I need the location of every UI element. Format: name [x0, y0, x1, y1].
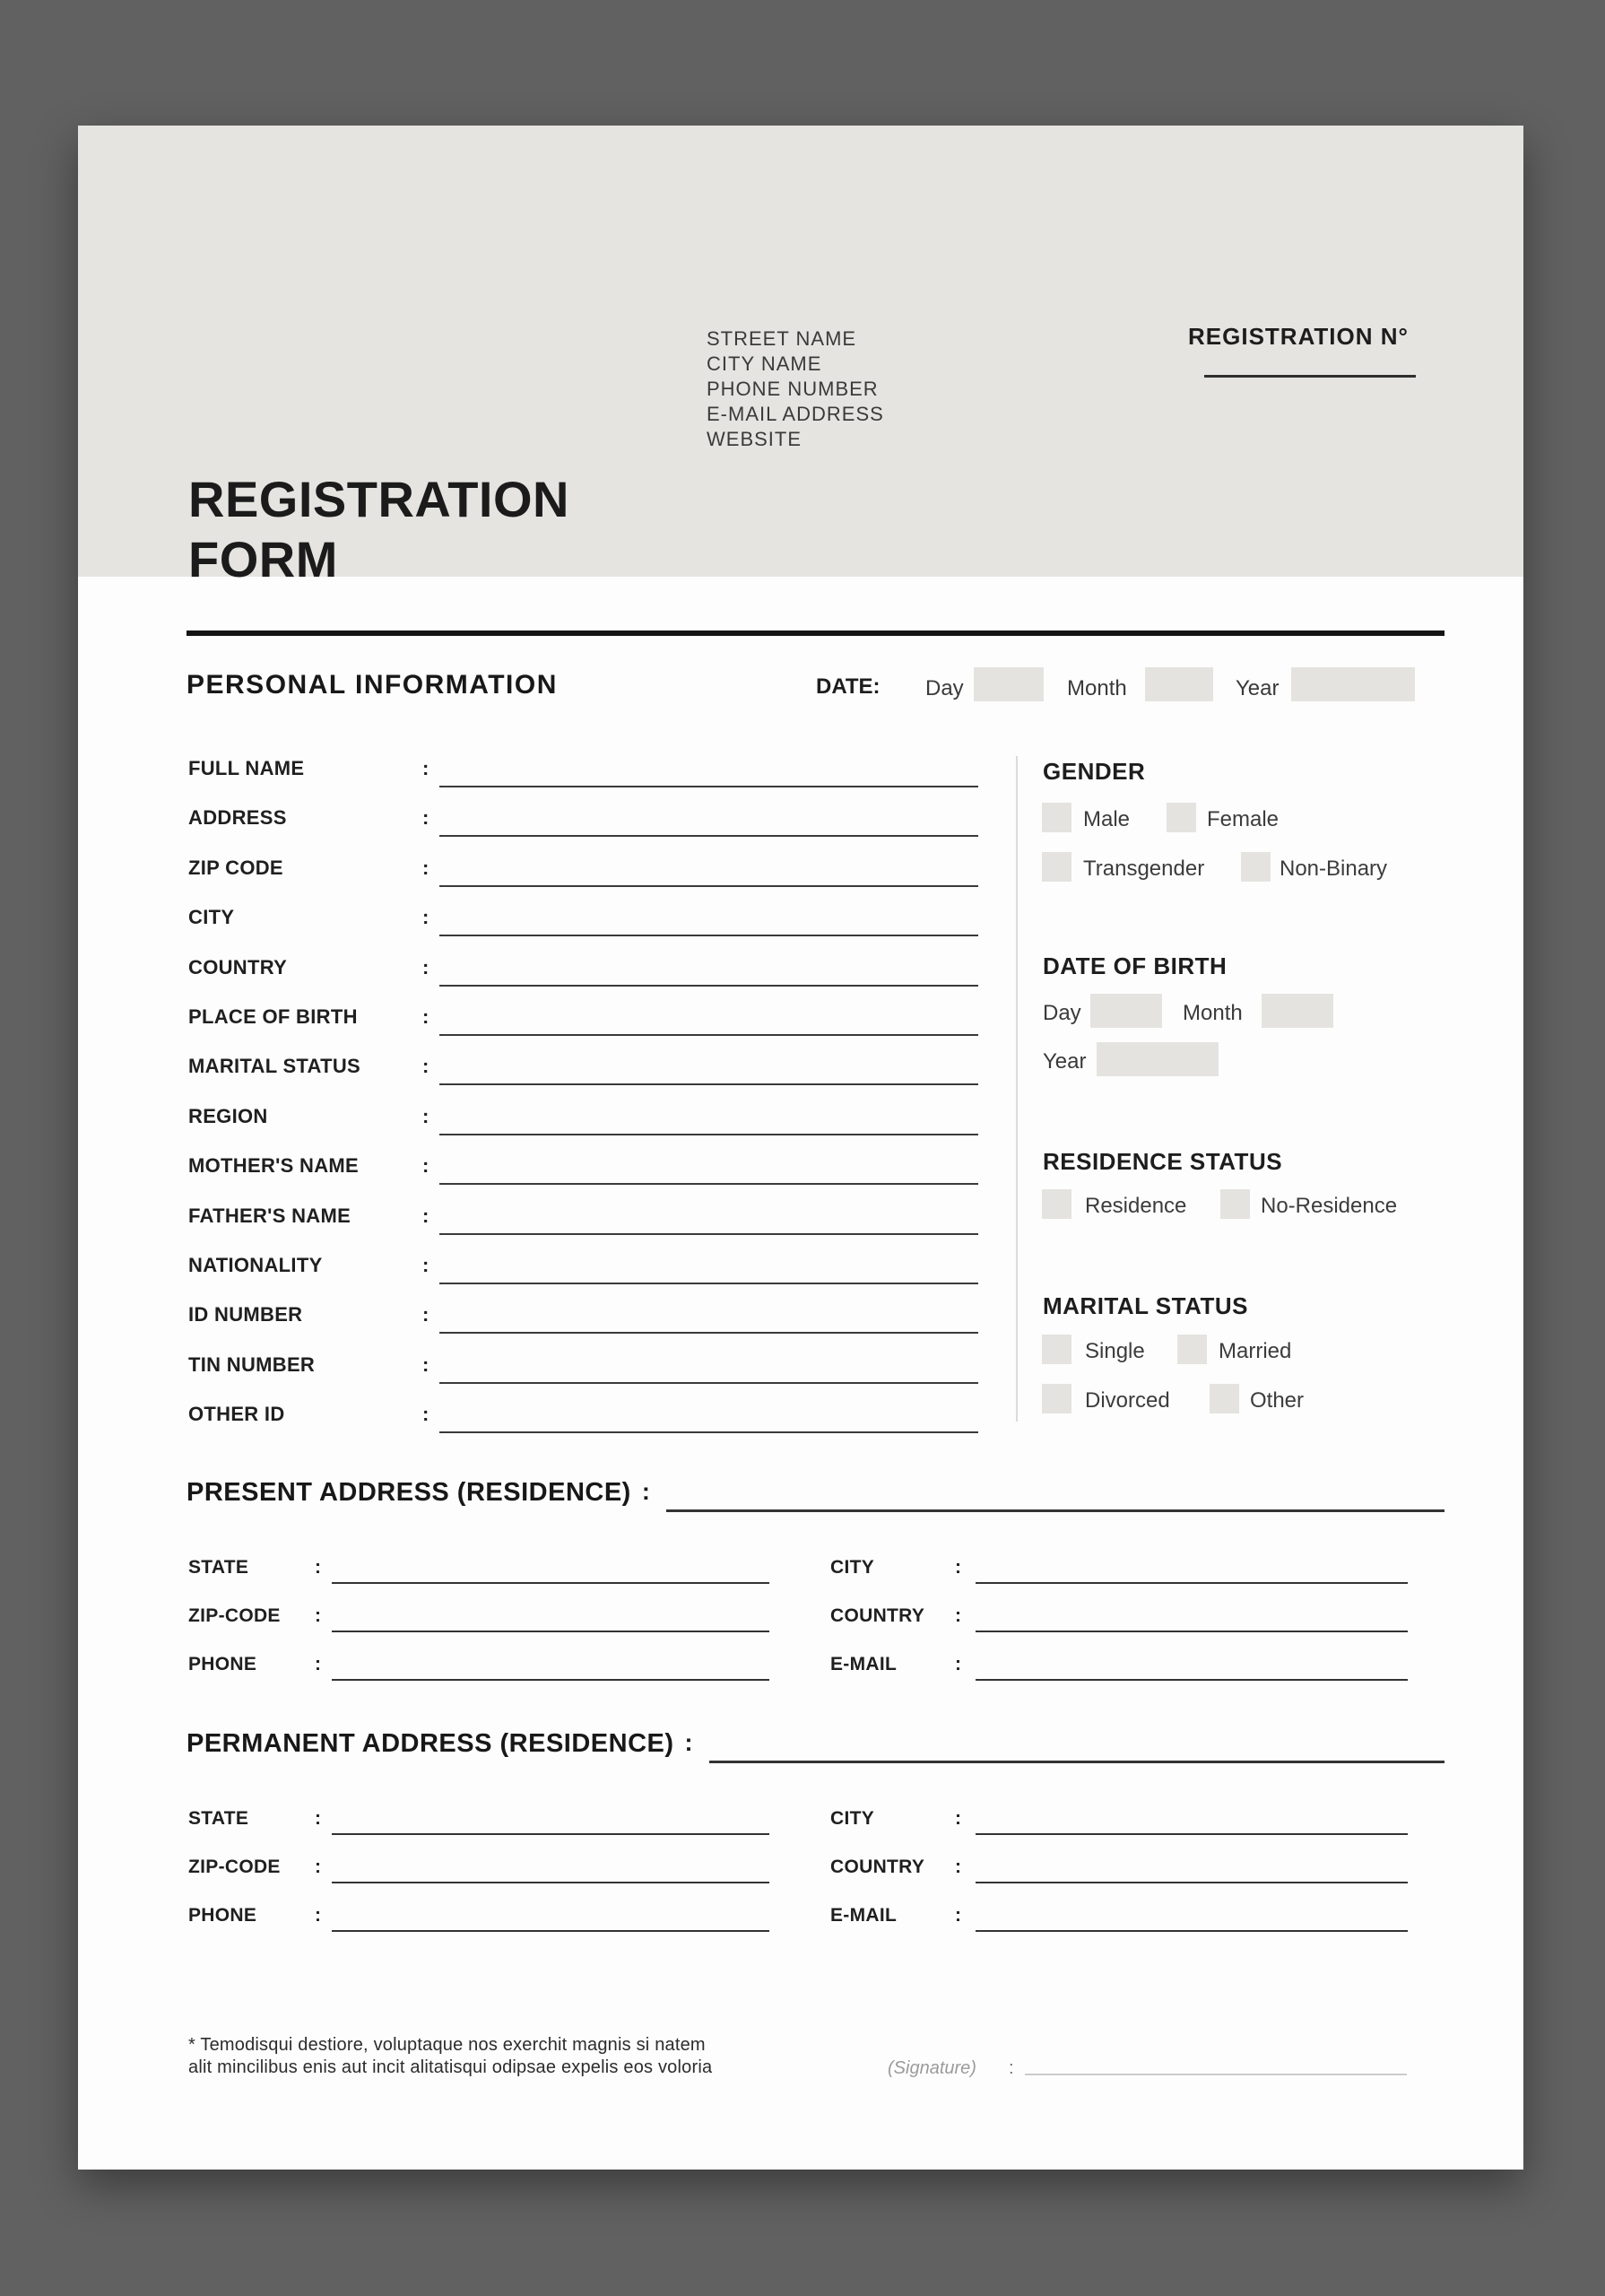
colon: :: [955, 1605, 961, 1626]
colon: :: [422, 956, 429, 978]
present-state-input-line[interactable]: [332, 1582, 769, 1584]
fathers-name-input-line[interactable]: [439, 1233, 978, 1235]
colon: :: [315, 1654, 321, 1674]
permanent-country-input-line[interactable]: [976, 1882, 1408, 1883]
other-label: Other: [1250, 1388, 1305, 1413]
city-label: CITY: [188, 906, 235, 928]
present-address-heading: PRESENT ADDRESS (RESIDENCE): [187, 1478, 631, 1507]
permanent-zip-code-label: ZIP-CODE: [188, 1857, 281, 1877]
colon: :: [422, 757, 429, 779]
single-label: Single: [1085, 1339, 1145, 1363]
signature-input-line[interactable]: [1025, 2074, 1407, 2075]
present-state-label: STATE: [188, 1557, 249, 1578]
colon: :: [955, 1905, 961, 1926]
colon: :: [315, 1557, 321, 1578]
field-row-country: [188, 951, 978, 987]
tin-number-label: TIN NUMBER: [188, 1353, 316, 1376]
region-input-line[interactable]: [439, 1134, 978, 1135]
permanent-zip-code-row: [188, 1849, 769, 1883]
full-name-label: FULL NAME: [188, 757, 305, 779]
personal-information-heading: PERSONAL INFORMATION: [187, 670, 558, 700]
form-title-line1: REGISTRATION: [188, 471, 569, 527]
fathers-name-label: FATHER'S NAME: [188, 1205, 351, 1227]
colon: :: [422, 1055, 429, 1077]
marital-status-label: MARITAL STATUS: [188, 1055, 360, 1077]
field-row-id-number: [188, 1298, 978, 1334]
place-of-birth-input-line[interactable]: [439, 1034, 978, 1036]
field-row-mothers-name: [188, 1149, 978, 1185]
permanent-phone-row: [188, 1898, 769, 1932]
colon: :: [684, 1729, 693, 1756]
zip-code-input-line[interactable]: [439, 885, 978, 887]
country-input-line[interactable]: [439, 985, 978, 987]
colon: :: [955, 1654, 961, 1674]
org-contact-info: [707, 326, 884, 452]
footnote-line1: * Temodisqui destiore, voluptaque nos exerchit magnis si natem: [188, 2035, 706, 2055]
other-id-input-line[interactable]: [439, 1431, 978, 1433]
colon: :: [315, 1808, 321, 1829]
colon: :: [955, 1808, 961, 1829]
permanent-email-label: E-MAIL: [830, 1905, 898, 1926]
present-city-input-line[interactable]: [976, 1582, 1408, 1584]
transgender-checkbox[interactable]: [1042, 852, 1071, 882]
permanent-city-row: [830, 1801, 1408, 1835]
country-label: COUNTRY: [188, 956, 288, 978]
footnote-line2: alit mincilibus enis aut incit alitatisqui odipsae expelis eos voloria: [188, 2057, 713, 2077]
permanent-address-heading: PERMANENT ADDRESS (RESIDENCE): [187, 1729, 674, 1758]
registration-number-input-line[interactable]: [1204, 375, 1416, 378]
married-checkbox[interactable]: [1177, 1335, 1207, 1364]
registration-form-page: [78, 126, 1523, 2170]
marital-status-input-line[interactable]: [439, 1083, 978, 1085]
contact-street: STREET NAME: [707, 327, 857, 350]
permanent-address-heading-row: [187, 1729, 1444, 1767]
colon: :: [422, 806, 429, 829]
region-label: REGION: [188, 1105, 268, 1127]
date-month-input-box[interactable]: [1145, 667, 1213, 701]
date-year-input-box[interactable]: [1291, 667, 1415, 701]
form-title-line2: FORM: [188, 531, 338, 587]
footnote-text: [188, 2034, 712, 2079]
field-row-full-name: [188, 752, 978, 787]
date-month-label: Month: [1067, 676, 1127, 700]
field-row-city: [188, 900, 978, 936]
present-zip-code-row: [188, 1598, 769, 1632]
residence-status-heading: RESIDENCE STATUS: [1043, 1148, 1283, 1175]
female-label: Female: [1207, 807, 1280, 831]
no-residence-label: No-Residence: [1261, 1194, 1398, 1218]
tin-number-input-line[interactable]: [439, 1382, 978, 1384]
gender-heading: GENDER: [1043, 758, 1146, 785]
contact-city: CITY NAME: [707, 352, 822, 375]
colon: :: [422, 1205, 429, 1227]
nationality-input-line[interactable]: [439, 1283, 978, 1284]
residence-checkbox[interactable]: [1042, 1189, 1071, 1219]
colon: :: [422, 857, 429, 879]
no-residence-checkbox[interactable]: [1220, 1189, 1250, 1219]
date-day-label: Day: [925, 676, 964, 700]
colon: :: [422, 1105, 429, 1127]
nationality-label: NATIONALITY: [188, 1254, 323, 1276]
permanent-address-input-line[interactable]: [709, 1729, 1444, 1763]
registration-number-label: REGISTRATION N°: [1188, 323, 1409, 350]
id-number-input-line[interactable]: [439, 1332, 978, 1334]
full-name-input-line[interactable]: [439, 786, 978, 787]
transgender-label: Transgender: [1083, 857, 1205, 881]
field-row-address: [188, 801, 978, 837]
present-email-row: [830, 1647, 1408, 1681]
field-row-tin-number: [188, 1348, 978, 1384]
permanent-state-input-line[interactable]: [332, 1833, 769, 1835]
male-label: Male: [1083, 807, 1131, 831]
permanent-phone-input-line[interactable]: [332, 1930, 769, 1932]
field-row-region: [188, 1100, 978, 1135]
colon: :: [422, 1005, 429, 1028]
address-label: ADDRESS: [188, 806, 287, 829]
date-of-birth-heading: DATE OF BIRTH: [1043, 952, 1228, 979]
present-country-label: COUNTRY: [830, 1605, 925, 1626]
dob-month-label: Month: [1183, 1001, 1243, 1025]
contact-email: E-MAIL ADDRESS: [707, 403, 884, 425]
present-address-input-line[interactable]: [666, 1478, 1444, 1512]
contact-website: WEBSITE: [707, 428, 802, 450]
colon: :: [422, 1353, 429, 1376]
present-phone-input-line[interactable]: [332, 1679, 769, 1681]
non-binary-checkbox[interactable]: [1241, 852, 1271, 882]
colon: :: [1009, 2058, 1014, 2078]
place-of-birth-label: PLACE OF BIRTH: [188, 1005, 358, 1028]
colon: :: [422, 1403, 429, 1425]
present-zip-code-label: ZIP-CODE: [188, 1605, 281, 1626]
address-input-line[interactable]: [439, 835, 978, 837]
mothers-name-input-line[interactable]: [439, 1183, 978, 1185]
female-checkbox[interactable]: [1167, 803, 1196, 832]
colon: :: [315, 1905, 321, 1926]
colon: :: [955, 1557, 961, 1578]
non-binary-label: Non-Binary: [1280, 857, 1388, 881]
present-address-heading-row: [187, 1478, 1444, 1516]
colon: :: [315, 1605, 321, 1626]
residence-label: Residence: [1085, 1194, 1187, 1218]
permanent-email-input-line[interactable]: [976, 1930, 1408, 1932]
permanent-phone-label: PHONE: [188, 1905, 257, 1926]
form-header: [78, 126, 1523, 587]
present-zip-code-input-line[interactable]: [332, 1631, 769, 1632]
column-divider: [1016, 756, 1018, 1422]
present-city-label: CITY: [830, 1557, 875, 1578]
field-row-other-id: [188, 1397, 978, 1433]
permanent-zip-code-input-line[interactable]: [332, 1882, 769, 1883]
colon: :: [422, 906, 429, 928]
married-label: Married: [1219, 1339, 1292, 1363]
field-row-place-of-birth: [188, 1000, 978, 1036]
colon: :: [422, 1154, 429, 1177]
present-state-row: [188, 1550, 769, 1584]
colon: :: [955, 1857, 961, 1877]
mothers-name-label: MOTHER'S NAME: [188, 1154, 360, 1177]
field-row-nationality: [188, 1248, 978, 1284]
dob-month-input-box[interactable]: [1262, 994, 1333, 1028]
field-row-zip-code: [188, 851, 978, 887]
form-title: [188, 469, 569, 589]
date-day-input-box[interactable]: [974, 667, 1044, 701]
permanent-state-row: [188, 1801, 769, 1835]
present-country-row: [830, 1598, 1408, 1632]
single-checkbox[interactable]: [1042, 1335, 1071, 1364]
city-input-line[interactable]: [439, 935, 978, 936]
divorced-label: Divorced: [1085, 1388, 1170, 1413]
permanent-country-row: [830, 1849, 1408, 1883]
zip-code-label: ZIP CODE: [188, 857, 283, 879]
date-year-label: Year: [1236, 676, 1280, 700]
present-email-input-line[interactable]: [976, 1679, 1408, 1681]
contact-phone: PHONE NUMBER: [707, 378, 879, 400]
colon: :: [315, 1857, 321, 1877]
present-email-label: E-MAIL: [830, 1654, 898, 1674]
permanent-state-label: STATE: [188, 1808, 249, 1829]
field-row-fathers-name: [188, 1199, 978, 1235]
marital-status-heading: MARITAL STATUS: [1043, 1292, 1248, 1319]
signature-label: (Signature): [888, 2058, 976, 2078]
permanent-city-label: CITY: [830, 1808, 875, 1829]
other-id-label: OTHER ID: [188, 1403, 285, 1425]
permanent-email-row: [830, 1898, 1408, 1932]
colon: :: [641, 1478, 650, 1505]
dob-day-input-box[interactable]: [1090, 994, 1162, 1028]
other-checkbox[interactable]: [1210, 1384, 1239, 1413]
field-row-marital-status: [188, 1049, 978, 1085]
present-phone-label: PHONE: [188, 1654, 257, 1674]
permanent-country-label: COUNTRY: [830, 1857, 925, 1877]
section-divider-rule: [187, 631, 1444, 636]
male-checkbox[interactable]: [1042, 803, 1071, 832]
date-label: DATE:: [816, 674, 881, 699]
id-number-label: ID NUMBER: [188, 1303, 303, 1326]
present-city-row: [830, 1550, 1408, 1584]
colon: :: [422, 1303, 429, 1326]
permanent-city-input-line[interactable]: [976, 1833, 1408, 1835]
dob-year-label: Year: [1043, 1049, 1087, 1074]
present-country-input-line[interactable]: [976, 1631, 1408, 1632]
present-phone-row: [188, 1647, 769, 1681]
colon: :: [422, 1254, 429, 1276]
dob-day-label: Day: [1043, 1001, 1081, 1025]
divorced-checkbox[interactable]: [1042, 1384, 1071, 1413]
dob-year-input-box[interactable]: [1097, 1042, 1219, 1076]
